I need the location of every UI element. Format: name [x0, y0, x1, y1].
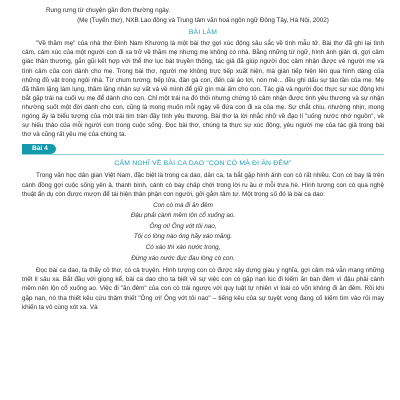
- essay-paragraph-intro: Trong văn học dân gian Việt Nam, đặc biệt là trong ca dao, dân ca, ta bắt gặp hình ảnh con cò rất nhiều. Con cò bay lả trên cánh đồng gợi cuộc sống yên ả, thanh bình, cánh cò bay chấp chới trong lời ru ầu ơ mỗi trưa hè. Hình tượng con cò qua nghệ thuật ẩn dụ còn được mượn để tái hiện thân phận con người, gởi gắm tâm tư. Một trong số đó là bài ca dao:: [22, 172, 384, 198]
- folk-poem: [22, 201, 384, 265]
- poem-closing-line: Rung rưng từ chuyện gần đơn thường ngày.: [46, 7, 171, 14]
- poem-line: Ông ơi! Ông vớt tôi nao,: [149, 222, 217, 230]
- poem-source-citation: (Mẹ (Tuyển thơ), NXB Lao động và Trung tâm văn hoá ngôn ngữ Đông Tây, Hà Nội, 2002): [77, 17, 329, 25]
- poem-line: Đừng xáo nước đục đau lòng cò con.: [131, 254, 235, 262]
- section-badge: Bài 4: [22, 144, 56, 154]
- poem-line: Con cò mà đi ăn đêm: [153, 201, 213, 209]
- poem-line: Tôi có lòng nào ông hãy xáo măng.: [133, 233, 233, 241]
- poem-line: Đậu phải cành mềm lộn cổ xuống ao.: [130, 212, 236, 220]
- answer-heading: BÀI LÀM: [188, 29, 218, 37]
- poem-line: Có xáo thì xáo nước trong,: [145, 244, 221, 252]
- answer-paragraph: "Về thăm mẹ" của nhà thơ Đinh Nam Khương là một bài thơ gợi xúc động sâu sắc về tình mẫu tử. Bài thơ đã ghi lại tình cảm, cảm xúc của một người con đi xa trở về thăm mẹ nhưng mẹ không có nhà. Bằng những từ ngữ, hình ảnh giản dị, gợi cảm giác thân thương, gắn gũi kết hợp với thể thơ lục bát truyền thống, tác giả đã giúp người đọc cảm nhận được vẻ người mẹ và tình cảm của con dành cho mẹ. Trong bài thơ, người mẹ không trực tiếp xuất hiện, mà gián tiếp hiện lên qua hình dáng của những đồ vật trong ngôi nhà. Từ chum tương, bếp lửa, đàn gà con, đến cái áo tơi, nón mê... đều ghi dấu sự tảo tần của mẹ. Mẹ đã thầm lặng làm lụng, thầm lặng nhận sự vất vả về mình để giữ gìn mái ấm cho con. Tác giả và người đọc thực sự xúc động khi bắt gặp trái na cuối vụ mẹ để dành cho con. Chỉ một trái na đó thôi nhưng chứng tỏ cảm nhận được tình yêu thương và sự nhận nhường suốt một đời dành cho con, cũng là mong muốn mỗi ngày về đứa con đi xa của mẹ. Sự chắt chiu, nhường nhịn, mong ngóng ấy là biểu tượng của một trái tim tràn đầy tình yêu thương. Bài thơ là lời nhắc nhở về đạo lí "uống nước nhớ nguồn", về sự hiếu thảo của mỗi người con trong cuộc sống. Đọc bài thơ, chúng ta thực sự xúc động, yêu người mẹ của tác giả trong bài thơ và cũng rất yêu mẹ của chúng ta.: [22, 40, 384, 139]
- document-page: [22, 6, 384, 312]
- section-divider: [22, 154, 384, 155]
- essay-paragraph-analysis: Đọc bài ca dao, ta thấy cô thơ, có cả truyện. Hình tượng con cò được xây dựng giàu ý nghĩa, gợi cảm mà vẫn mang những triết lí sâu xa. Bắt đầu với giọng kể, bài ca dao cho ta biết về sự việc con cò gặp nạn lúc đi kiếm ăn ban đêm vì đậu phải cành mềm nên lộn cổ xuống ao. Việc đi "ăn đêm" của con cò trái ngược với quy luật tự nhiên vì loài cò vốn không đi ăn đêm. Rồi khi gặp nạn, nó tha thiết kêu cứu thảm thiết "Ông ơi! Ông vớt tôi nao" – tiếng kêu của sự tuyệt vọng đang cố kiếm tìm vào rủi may khiến ta vô cùng xót xa. Và: [22, 267, 384, 311]
- essay-title: CẢM NGHĨ VỀ BÀI CA DAO "CON CÒ MÀ ĐI ĂN ĐÊM": [114, 160, 292, 168]
